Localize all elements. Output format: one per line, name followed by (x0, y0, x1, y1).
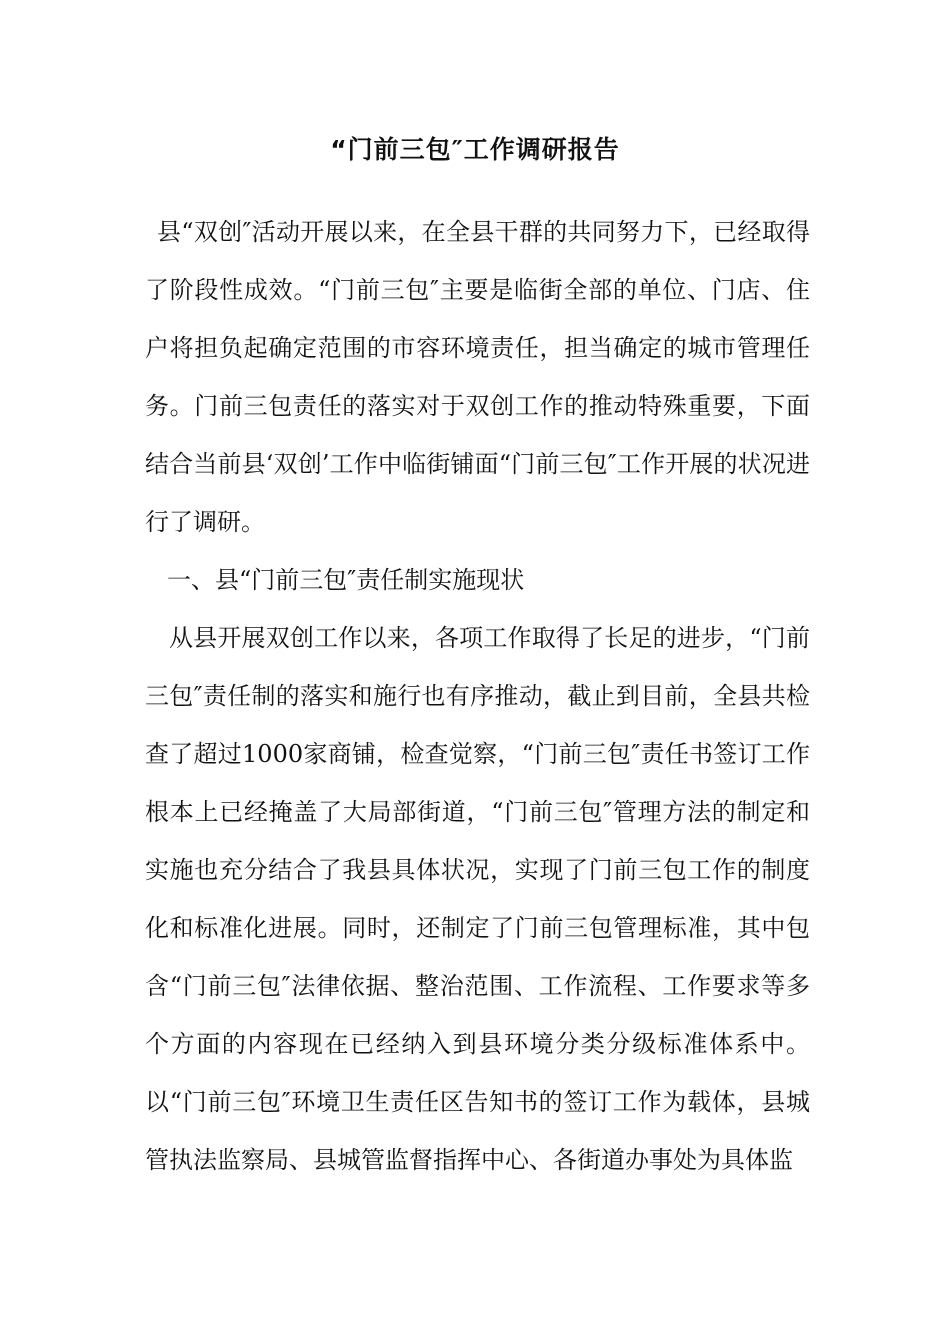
document-body (145, 203, 810, 1189)
intro-paragraph: 县“双创″活动开展以来，在全县干群的共同努力下，已经取得了阶段性成效。“门前三包″主要是临街全部的单位、门店、住户将担负起确定范围的市容环境责任，担当确定的城市管理任务。门前三包责任的落实对于双创工作的推动特殊重要，下面结合当前县‘双创’工作中临街铺面“门前三包″工作开展的状况进行了调研。 (145, 218, 810, 536)
section-heading: 一、县“门前三包″责任制实施现状 (167, 566, 525, 594)
status-paragraph: 从县开展双创工作以来，各项工作取得了长足的进步，“门前三包″责任制的落实和施行也有序推动，截止到目前，全县共检查了超过1000家商铺，检查觉察，“门前三包″责任书签订工作根本上已经掩盖了大局部街道，“门前三包″管理方法的制定和实施也充分结合了我县具体状况，实现了门前三包工作的制度化和标准化进展。同时，还制定了门前三包管理标准，其中包含“门前三包″法律依据、整治范围、工作流程、工作要求等多个方面的内容现在已经纳入到县环境分类分级标准体系中。以“门前三包″环境卫生责任区告知书的签订工作为载体，县城管执法监察局、县城管监督指挥中心、各街道办事处为具体监 (145, 624, 810, 1174)
document-title: “门前三包″工作调研报告 (330, 135, 620, 164)
